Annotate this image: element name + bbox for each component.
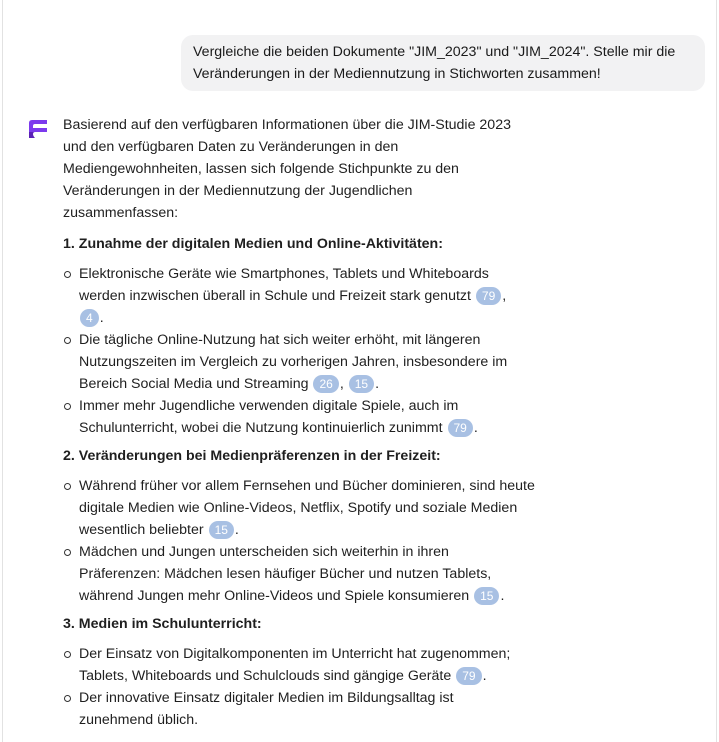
- section-list: [63, 643, 533, 731]
- list-item: Elektronische Geräte wie Smartphones, Tablets und Whiteboards werden inzwischen überall in Schule und Freizeit stark genutzt 79 , 4 .: [63, 263, 509, 329]
- list-item: Mädchen und Jungen unterscheiden sich weiterhin in ihren Präferenzen: Mädchen lesen häufiger Bücher und nutzen Tablets, während Jungen mehr Online-Videos und Spiele konsumieren 15 .: [63, 541, 519, 607]
- citation-badge[interactable]: 15: [209, 521, 234, 539]
- list-item: Während früher vor allem Fernsehen und Bücher dominieren, sind heute digitale Medien wie Online-Videos, Netflix, Spotify und soziale Medien wesentlich beliebter 15 .: [63, 475, 539, 541]
- list-item: Der innovative Einsatz digitaler Medien im Bildungsalltag ist zunehmend üblich.: [63, 687, 499, 731]
- list-item: Der Einsatz von Digitalkomponenten im Unterricht hat zugenommen; Tablets, Whiteboards und Schulclouds sind gängige Geräte 79 .: [63, 643, 539, 687]
- citation-badge[interactable]: 79: [448, 419, 473, 437]
- section-list: [63, 263, 533, 439]
- answer-intro: Basierend auf den verfügbaren Informationen über die JIM-Studie 2023 und den verfügbaren Daten zu Veränderungen in den Mediengewohnheiten, lassen sich folgende Stichpunkte zu den Veränderungen in der Mediennutzung der Jugendlichen zusammenfassen:: [63, 117, 511, 221]
- citation-badge[interactable]: 15: [349, 375, 374, 393]
- citation-badge[interactable]: 79: [476, 287, 501, 305]
- list-item: Immer mehr Jugendliche verwenden digitale Spiele, auch im Schulunterricht, wobei die Nutzung kontinuierlich zunimmt 79 .: [63, 395, 509, 439]
- section-list: [63, 475, 533, 607]
- citation-badge[interactable]: 26: [313, 375, 338, 393]
- citation-badge[interactable]: 15: [474, 587, 499, 605]
- citation-badge[interactable]: 79: [456, 667, 481, 685]
- user-message-bubble: [181, 35, 705, 91]
- bot-logo-icon: [27, 118, 49, 140]
- section-heading: 2. Veränderungen bei Medienpräferenzen in der Freizeit:: [63, 448, 441, 464]
- user-message-text: Vergleiche die beiden Dokumente "JIM_2023" und "JIM_2024". Stelle mir die Veränderungen in der Mediennutzung in Stichworten zusammen!: [193, 44, 676, 82]
- citation-badge[interactable]: 4: [80, 309, 99, 327]
- assistant-message: [63, 114, 533, 731]
- section-heading: 3. Medien im Schulunterricht:: [63, 616, 262, 632]
- list-item: Die tägliche Online-Nutzung hat sich weiter erhöht, mit längeren Nutzungszeiten im Vergleich zu vorherigen Jahren, insbesondere im Bereich Social Media und Streaming 26 , 15 .: [63, 329, 529, 395]
- section-heading: 1. Zunahme der digitalen Medien und Online-Aktivitäten:: [63, 236, 443, 252]
